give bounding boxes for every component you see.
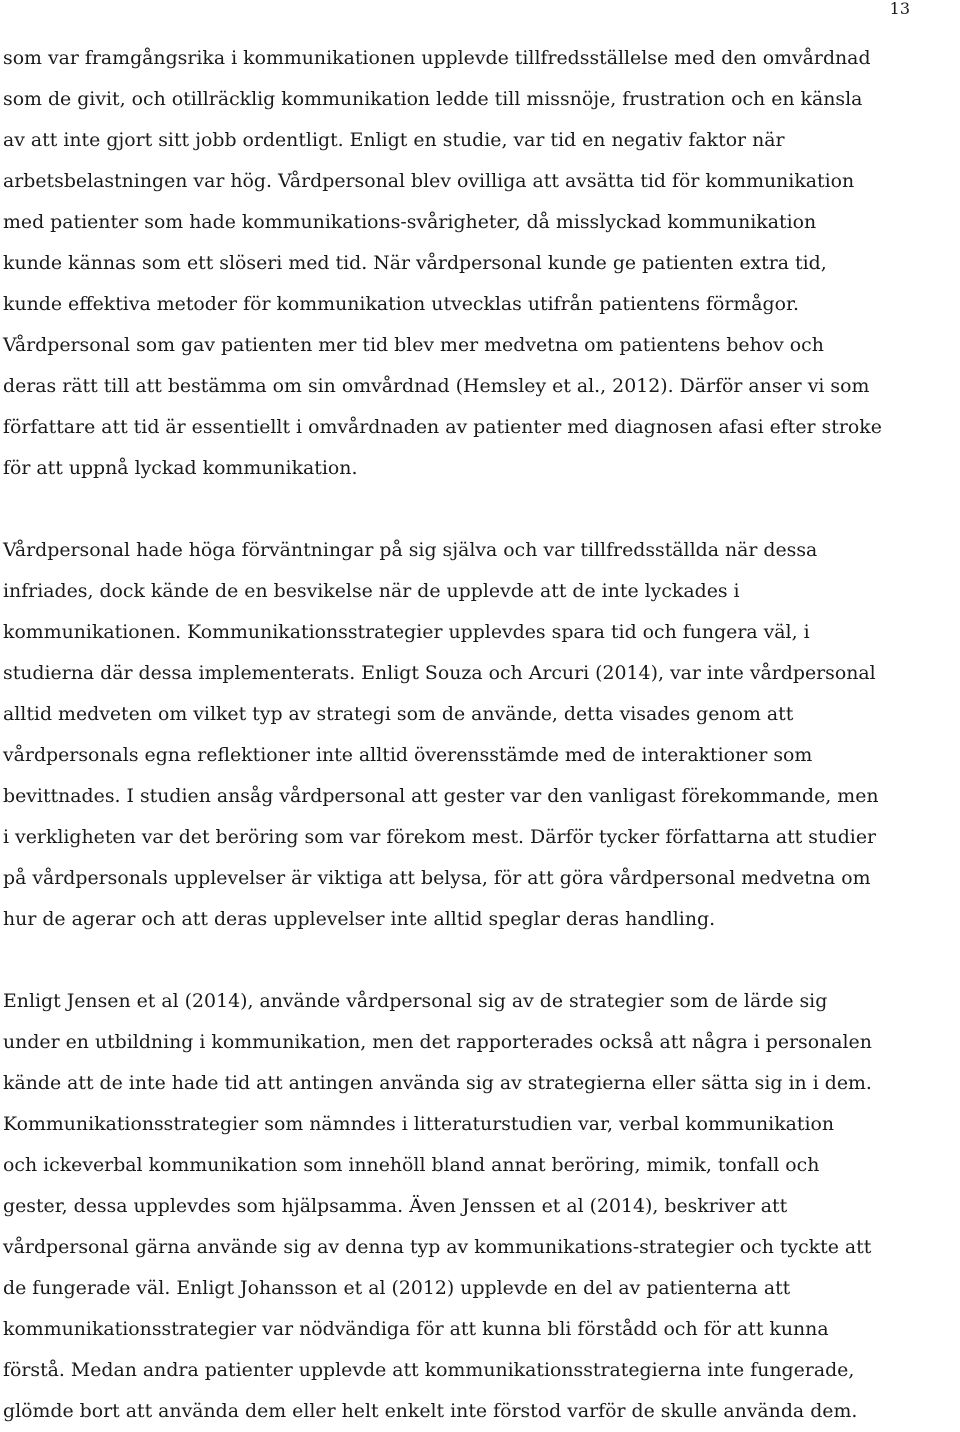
text-line: vårdpersonal gärna använde sig av denna typ av kommunikations-strategier och tyckte att: [3, 1236, 872, 1258]
text-line: glömde bort att använda dem eller helt enkelt inte förstod varför de skulle använda dem.: [3, 1400, 858, 1422]
text-line: under en utbildning i kommunikation, men det rapporterades också att några i personalen: [3, 1031, 872, 1053]
text-line: Enligt Jensen et al (2014), använde vårdpersonal sig av de strategier som de lärde sig: [3, 990, 828, 1012]
text-line: arbetsbelastningen var hög. Vårdpersonal blev ovilliga att avsätta tid för kommunikation: [3, 170, 855, 192]
text-line: deras rätt till att bestämma om sin omvårdnad (Hemsley et al., 2012). Därför anser vi som: [3, 375, 870, 397]
text-line: studierna där dessa implementerats. Enligt Souza och Arcuri (2014), var inte vårdpersonal: [3, 662, 876, 684]
paragraph-3: [3, 981, 959, 1432]
text-line: och ickeverbal kommunikation som innehöll bland annat beröring, mimik, tonfall och: [3, 1154, 820, 1176]
text-line: författare att tid är essentiellt i omvårdnaden av patienter med diagnosen afasi efter stroke: [3, 416, 882, 438]
text-line: alltid medveten om vilket typ av strategi som de använde, detta visades genom att: [3, 703, 794, 725]
paragraph-1: [3, 38, 959, 489]
text-line: på vårdpersonals upplevelser är viktiga att belysa, för att göra vårdpersonal medvetna om: [3, 867, 871, 889]
text-line: de fungerade väl. Enligt Johansson et al (2012) upplevde en del av patienterna att: [3, 1277, 791, 1299]
text-line: som de givit, och otillräcklig kommunikation ledde till missnöje, frustration och en känsla: [3, 88, 863, 110]
text-line: Vårdpersonal som gav patienten mer tid blev mer medvetna om patientens behov och: [3, 334, 824, 356]
text-line: bevittnades. I studien ansåg vårdpersonal att gester var den vanligast förekommande, men: [3, 785, 879, 807]
text-line: som var framgångsrika i kommunikationen upplevde tillfredsställelse med den omvårdnad: [3, 47, 871, 69]
text-line: infriades, dock kände de en besvikelse när de upplevde att de inte lyckades i: [3, 580, 740, 602]
text-line: kommunikationsstrategier var nödvändiga för att kunna bli förstådd och för att kunna: [3, 1318, 829, 1340]
text-line: förstå. Medan andra patienter upplevde att kommunikationsstrategierna inte fungerade,: [3, 1359, 855, 1381]
page-number: 13: [889, 0, 910, 18]
text-line: hur de agerar och att deras upplevelser inte alltid speglar deras handling.: [3, 908, 716, 930]
text-line: i verkligheten var det beröring som var förekom mest. Därför tycker författarna att studier: [3, 826, 877, 848]
text-line: kände att de inte hade tid att antingen använda sig av strategierna eller sätta sig in i dem.: [3, 1072, 872, 1094]
text-line: vårdpersonals egna reflektioner inte alltid överensstämde med de interaktioner som: [3, 744, 813, 766]
text-line: för att uppnå lyckad kommunikation.: [3, 457, 358, 479]
paragraph-2: [3, 530, 959, 940]
text-line: Kommunikationsstrategier som nämndes i litteraturstudien var, verbal kommunikation: [3, 1113, 835, 1135]
text-line: av att inte gjort sitt jobb ordentligt. Enligt en studie, var tid en negativ faktor när: [3, 129, 785, 151]
text-line: kommunikationen. Kommunikationsstrategier upplevdes spara tid och fungera väl, i: [3, 621, 810, 643]
text-line: med patienter som hade kommunikations-svårigheter, då misslyckad kommunikation: [3, 211, 817, 233]
text-line: Vårdpersonal hade höga förväntningar på sig själva och var tillfredsställda när dessa: [3, 539, 818, 561]
text-line: kunde kännas som ett slöseri med tid. När vårdpersonal kunde ge patienten extra tid,: [3, 252, 827, 274]
text-line: gester, dessa upplevdes som hjälpsamma. Även Jenssen et al (2014), beskriver att: [3, 1195, 788, 1217]
page-content: [3, 38, 959, 1432]
text-line: kunde effektiva metoder för kommunikation utvecklas utifrån patientens förmågor.: [3, 293, 799, 315]
